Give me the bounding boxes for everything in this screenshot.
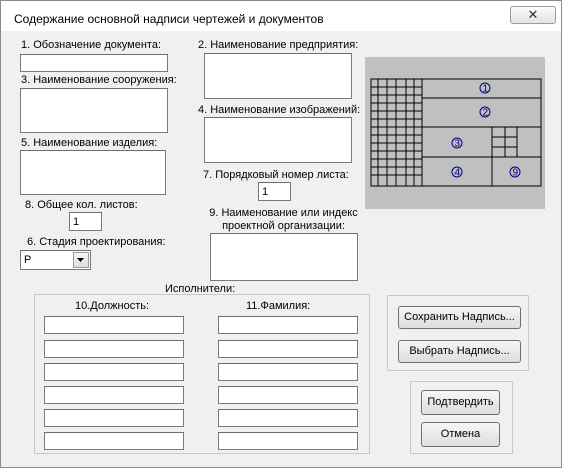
- structure-name-label: 3. Наименование сооружения:: [21, 74, 177, 86]
- image-name-label: 4. Наименование изображений:: [198, 104, 361, 116]
- title-block-preview: [365, 57, 545, 209]
- product-name-label: 5. Наименование изделия:: [21, 137, 158, 149]
- select-title-button[interactable]: Выбрать Надпись...: [398, 340, 521, 363]
- surname-header: 11.Фамилия:: [246, 300, 311, 312]
- total-sheets-label: 8. Общее кол. листов:: [25, 199, 138, 211]
- marker-3: 3: [454, 138, 461, 150]
- surname-input[interactable]: [218, 363, 358, 381]
- total-sheets-input[interactable]: 1: [69, 212, 102, 231]
- structure-name-input[interactable]: [20, 88, 168, 133]
- surname-input[interactable]: [218, 386, 358, 404]
- marker-1: 1: [482, 83, 489, 95]
- title-bar: [1, 1, 561, 31]
- surname-input[interactable]: [218, 409, 358, 427]
- position-input[interactable]: [44, 340, 184, 358]
- position-input[interactable]: [44, 316, 184, 334]
- position-header: 10.Должность:: [75, 300, 150, 312]
- design-stage-value: Р: [24, 254, 32, 266]
- design-org-label: 9. Наименование или индекс проектной организации:: [209, 207, 358, 232]
- title-block-diagram: [365, 57, 545, 209]
- doc-designation-label: 1. Обозначение документа:: [21, 39, 162, 51]
- close-button[interactable]: [510, 6, 556, 24]
- surname-input[interactable]: [218, 316, 358, 334]
- cancel-button[interactable]: Отмена: [421, 422, 500, 447]
- surname-input[interactable]: [218, 432, 358, 450]
- performers-label: Исполнители:: [165, 283, 236, 295]
- sheet-number-input[interactable]: 1: [258, 182, 291, 201]
- product-name-input[interactable]: [20, 150, 166, 195]
- design-stage-select[interactable]: [20, 250, 91, 270]
- position-input[interactable]: [44, 409, 184, 427]
- position-input[interactable]: [44, 432, 184, 450]
- doc-designation-input[interactable]: [20, 54, 168, 72]
- enterprise-name-input[interactable]: [204, 53, 352, 99]
- save-title-button[interactable]: Сохранить Надпись...: [398, 306, 521, 329]
- dropdown-button[interactable]: [73, 252, 89, 268]
- marker-9: 9: [512, 167, 519, 179]
- position-input[interactable]: [44, 363, 184, 381]
- enterprise-name-label: 2. Наименование предприятия:: [198, 39, 359, 51]
- chevron-down-icon: [74, 253, 88, 267]
- marker-4: 4: [454, 167, 461, 179]
- surname-input[interactable]: [218, 340, 358, 358]
- close-icon: ✕: [527, 7, 539, 22]
- design-org-input[interactable]: [210, 233, 358, 281]
- window-title: Содержание основной надписи чертежей и документов: [14, 12, 324, 26]
- design-stage-label: 6. Стадия проектирования:: [27, 236, 166, 248]
- sheet-number-label: 7. Порядковый номер листа:: [203, 169, 349, 181]
- confirm-button[interactable]: Подтвердить: [421, 390, 500, 415]
- position-input[interactable]: [44, 386, 184, 404]
- image-name-input[interactable]: [204, 117, 352, 163]
- marker-2: 2: [482, 107, 489, 119]
